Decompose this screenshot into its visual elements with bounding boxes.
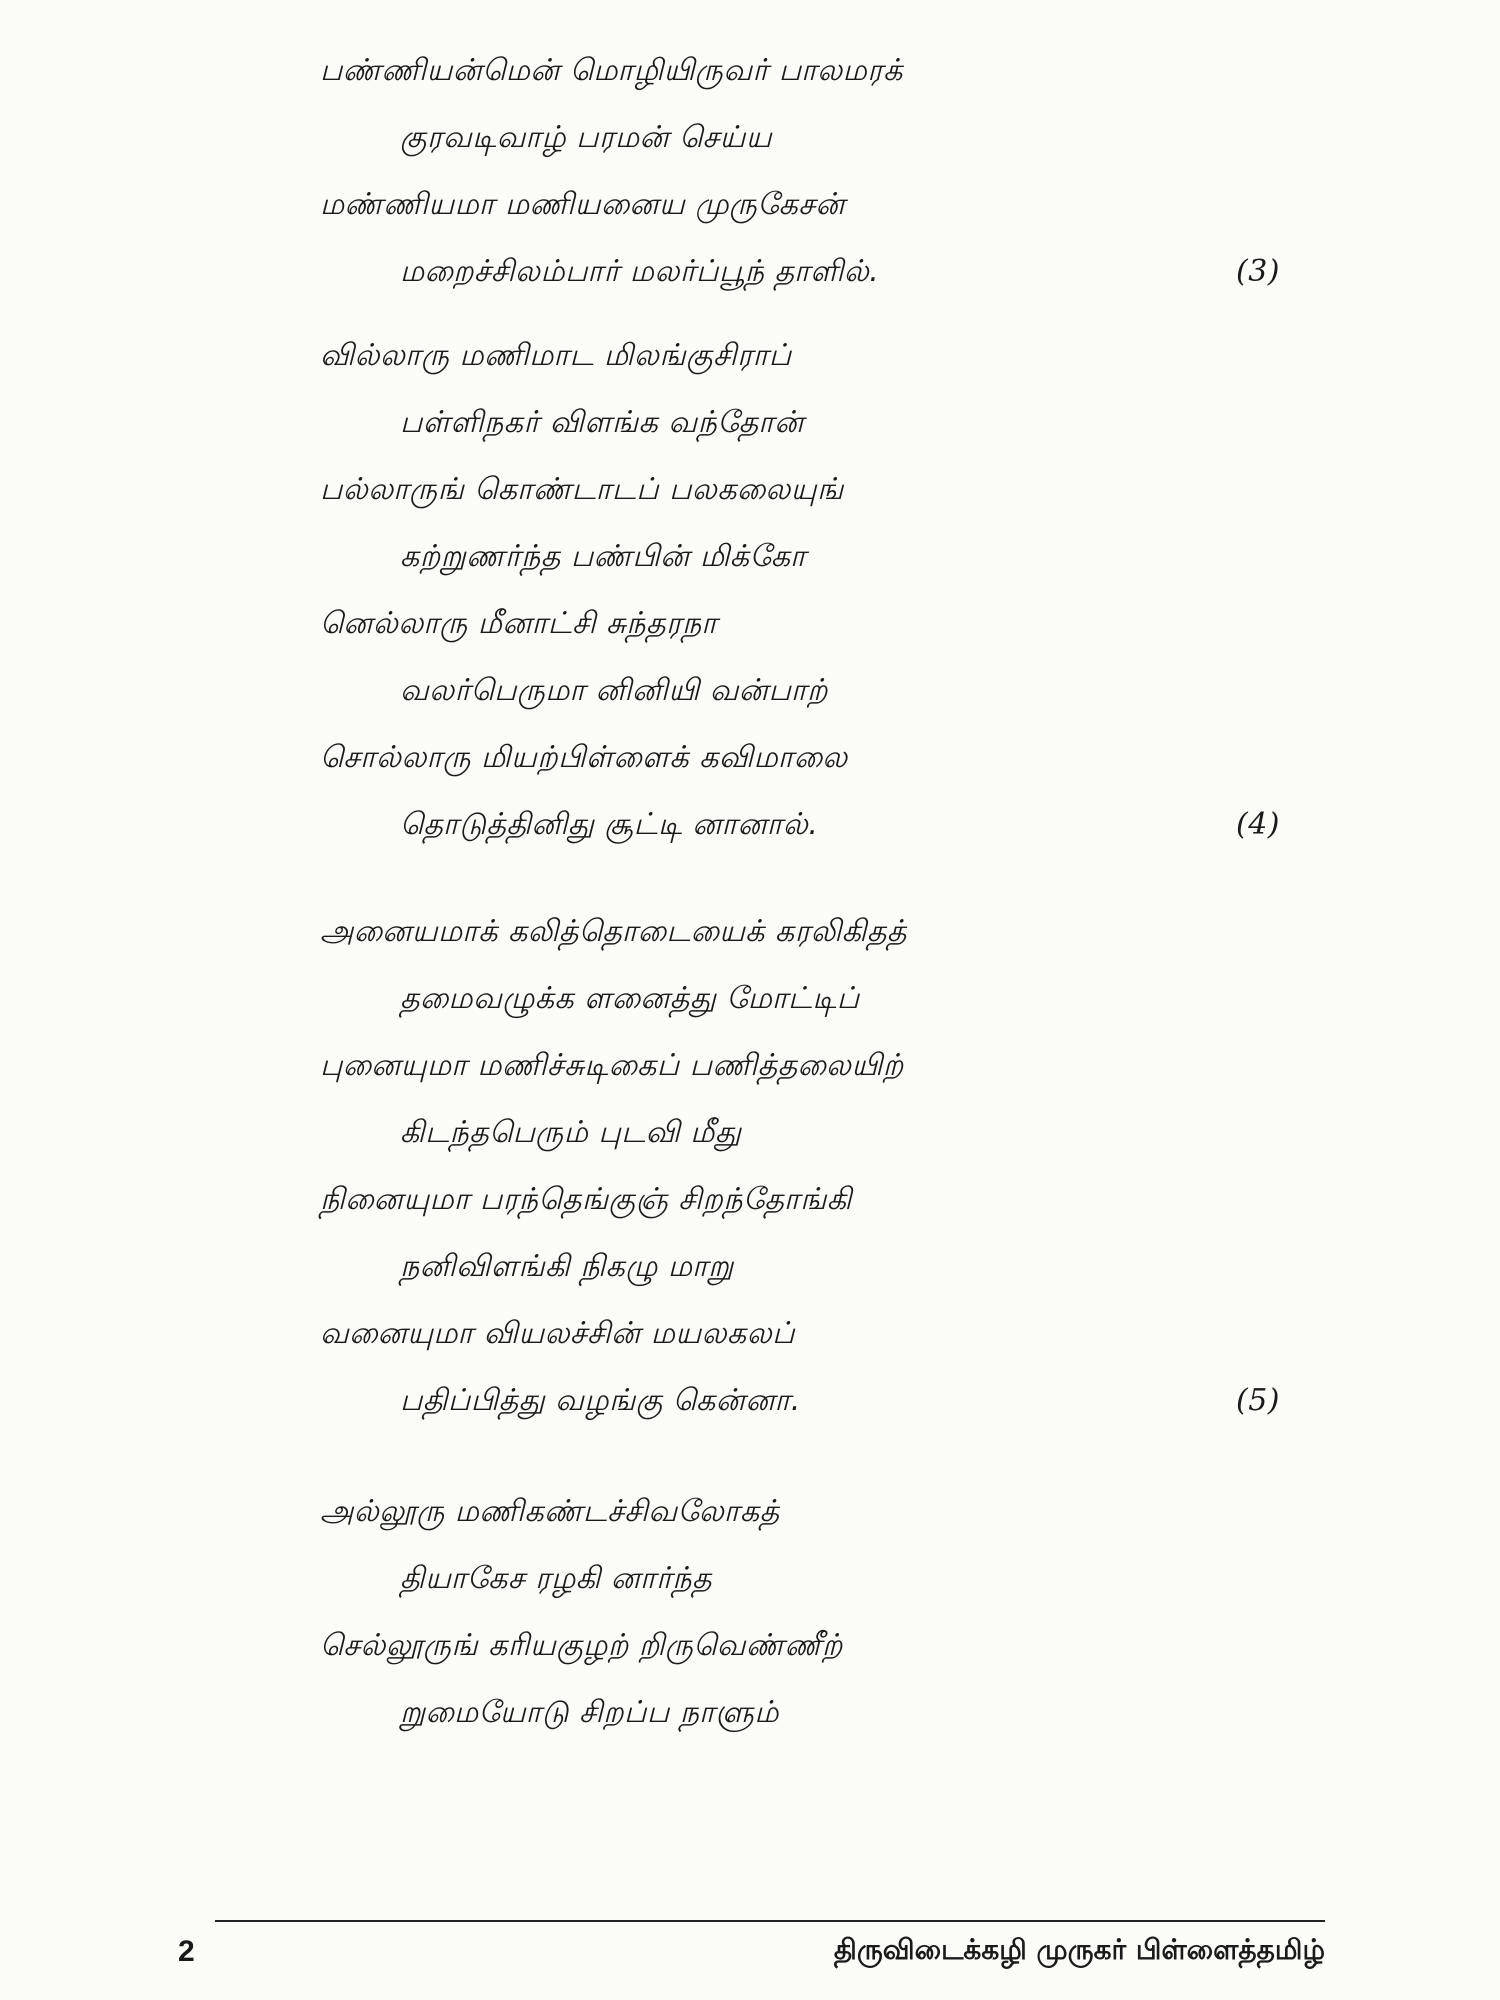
- verse-line: மண்ணியமா மணியனைய முருகேசன்: [320, 187, 846, 222]
- verse-line-text: மறைச்சிலம்பார் மலர்ப்பூந் தாளில்.: [400, 254, 880, 289]
- stanza-5: [320, 898, 1320, 1434]
- verse-line: னெல்லாரு மீனாட்சி சுந்தரநா: [320, 606, 718, 641]
- verse-line: புனையுமா மணிச்சுடிகைப் பணித்தலையிற்: [320, 1048, 904, 1083]
- verse-number: (4): [1236, 807, 1280, 842]
- verse-line: [320, 1367, 1320, 1434]
- verse-number: (3): [1236, 254, 1280, 289]
- verse-line: நினையுமா பரந்தெங்குஞ் சிறந்தோங்கி: [320, 1182, 852, 1217]
- page-number: 2: [178, 1935, 195, 1968]
- verse-line: சொல்லாரு மியற்பிள்ளைக் கவிமாலை: [320, 740, 848, 775]
- verse-line: குரவடிவாழ் பரமன் செய்ய: [400, 120, 773, 155]
- verse-line: பல்லாருங் கொண்டாடப் பலகலையுங்: [320, 472, 844, 507]
- stanza-6: [320, 1478, 1320, 1746]
- verse-line: கிடந்தபெரும் புடவி மீது: [400, 1115, 742, 1150]
- verse-line: தமைவழுக்க ளனைத்து மோட்டிப்: [400, 981, 860, 1016]
- verse-line: கற்றுணர்ந்த பண்பின் மிக்கோ: [400, 539, 807, 574]
- stanza-3: [320, 37, 1320, 305]
- verse-line: வனையுமா வியலச்சின் மயலகலப்: [320, 1316, 795, 1351]
- verse-line: வில்லாரு மணிமாட மிலங்குசிராப்: [320, 338, 792, 373]
- verse-line-text: தொடுத்தினிது சூட்டி னானால்.: [400, 807, 819, 842]
- verse-line: தியாகேச ரழகி னார்ந்த: [400, 1561, 713, 1596]
- verse-line: அனையமாக் கலித்தொடையைக் கரலிகிதத்: [320, 914, 907, 949]
- footer-divider: [215, 1920, 1325, 1922]
- verse-line: செல்லூருங் கரியகுழற் றிருவெண்ணீற்: [320, 1628, 843, 1663]
- verse-line: பள்ளிநகர் விளங்க வந்தோன்: [400, 405, 804, 440]
- running-footer-title: திருவிடைக்கழி முருகர் பிள்ளைத்தமிழ்: [833, 1933, 1325, 1966]
- verse-line: [320, 791, 1320, 858]
- verse-line: றுமையோடு சிறப்ப நாளும்: [400, 1695, 779, 1730]
- verse-line: பண்ணியன்மென் மொழியிருவர் பாலமரக்: [320, 53, 903, 88]
- verse-line: வலர்பெருமா னினியி வன்பாற்: [400, 673, 828, 708]
- verse-line: நனிவிளங்கி நிகழு மாறு: [400, 1249, 734, 1284]
- verse-line: அல்லூரு மணிகண்டச்சிவலோகத்: [320, 1494, 780, 1529]
- verse-line-text: பதிப்பித்து வழங்கு கென்னா.: [400, 1383, 801, 1418]
- verse-line: [320, 238, 1320, 305]
- stanza-4: [320, 322, 1320, 858]
- verse-number: (5): [1236, 1383, 1280, 1418]
